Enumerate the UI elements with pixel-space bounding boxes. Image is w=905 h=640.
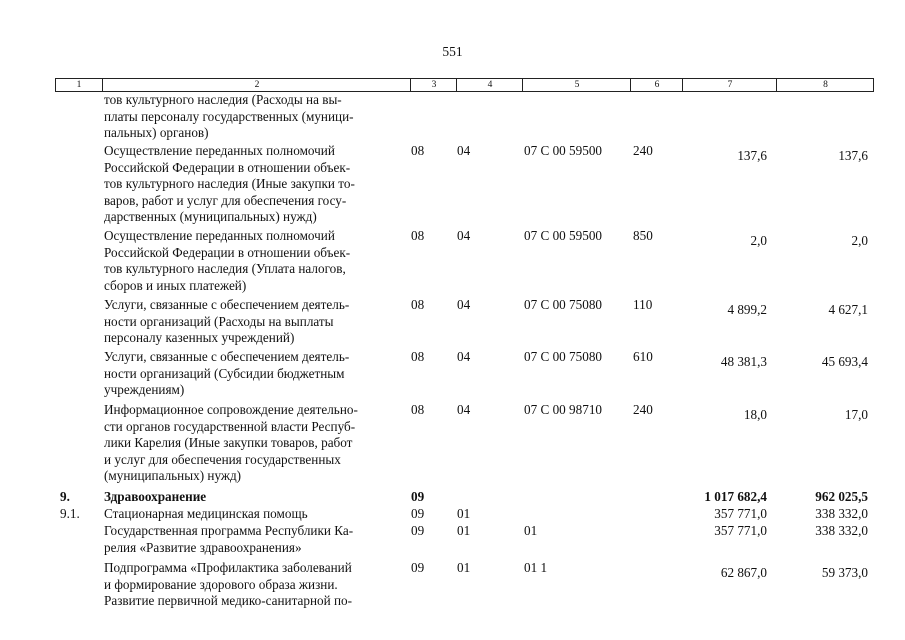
row-name: Подпрограмма «Профилактика заболеваний и формирование здорового образа жизни. Развитие первичной медико-санитарной по-	[104, 560, 352, 608]
row-section: 09	[411, 489, 425, 504]
row-target-article: 07 С 00 75080	[524, 297, 603, 312]
header-col-2: 2	[102, 79, 411, 91]
header-col-8: 8	[776, 79, 874, 91]
row-expense-type: 240	[633, 402, 653, 417]
row-subsection: 04	[457, 143, 471, 158]
header-col-5: 5	[522, 79, 631, 91]
header-col-6: 6	[630, 79, 683, 91]
header-col-3: 3	[410, 79, 457, 91]
row-amount-2: 59 373,0	[821, 565, 868, 580]
row-section: 09	[411, 523, 425, 538]
row-target-article: 01	[524, 523, 538, 538]
row-number: 9.1.	[60, 506, 80, 521]
row-expense-type: 110	[633, 297, 653, 312]
row-amount-1: 357 771,0	[714, 506, 767, 521]
header-col-7: 7	[682, 79, 777, 91]
row-amount-2: 2,0	[851, 233, 868, 248]
row-amount-1: 18,0	[743, 407, 767, 422]
row-name: Государственная программа Республики Ка- релия «Развитие здравоохранения»	[104, 523, 354, 555]
row-expense-type: 850	[633, 228, 653, 243]
row-section: 09	[411, 560, 425, 575]
row-amount-2: 962 025,5	[815, 489, 868, 504]
row-section: 08	[411, 402, 425, 417]
row-amount-1: 62 867,0	[720, 565, 767, 580]
row-amount-1: 2,0	[750, 233, 767, 248]
row-amount-2: 17,0	[844, 407, 868, 422]
row-name: Информационное сопровождение деятельно- сти органов государственной власти Респуб- лики Карелия (Иные закупки товаров, работ и услуг для обеспечения государственных (муниципальных) нужд)	[104, 402, 358, 483]
row-amount-1: 137,6	[737, 148, 767, 163]
row-name: Стационарная медицинская помощь	[104, 506, 308, 521]
row-target-article: 07 С 00 75080	[524, 349, 603, 364]
row-subsection: 04	[457, 228, 471, 243]
row-section: 08	[411, 143, 425, 158]
row-name: Осуществление переданных полномочий Российской Федерации в отношении объек- тов культурного наследия (Иные закупки то- варов, работ и услуг для обеспечения госу- дарственных (муниципальных) нужд)	[104, 143, 355, 224]
row-target-article: 07 С 00 59500	[524, 143, 603, 158]
row-name: Здравоохранение	[104, 489, 207, 504]
row-expense-type: 240	[633, 143, 653, 158]
row-amount-2: 338 332,0	[815, 523, 868, 538]
row-subsection: 04	[457, 349, 471, 364]
row-name: Услуги, связанные с обеспечением деятель- ности организаций (Субсидии бюджетным учреждениям)	[104, 349, 350, 397]
table-header	[55, 78, 874, 92]
row-subsection: 01	[457, 523, 471, 538]
row-number: 9.	[60, 489, 70, 504]
row-name: Услуги, связанные с обеспечением деятель- ности организаций (Расходы на выплаты персоналу казенных учреждений)	[104, 297, 350, 345]
row-name: Осуществление переданных полномочий Российской Федерации в отношении объек- тов культурного наследия (Уплата налогов, сборов и иных платежей)	[104, 228, 351, 293]
row-amount-2: 45 693,4	[821, 354, 868, 369]
row-expense-type: 610	[633, 349, 653, 364]
row-section: 09	[411, 506, 425, 521]
row-section: 08	[411, 228, 425, 243]
row-target-article: 07 С 00 98710	[524, 402, 603, 417]
row-section: 08	[411, 297, 425, 312]
row-subsection: 01	[457, 506, 471, 521]
row-amount-2: 4 627,1	[828, 302, 868, 317]
row-target-article: 01 1	[524, 560, 548, 575]
page-number: 551	[442, 44, 463, 59]
row-section: 08	[411, 349, 425, 364]
header-col-1: 1	[76, 80, 82, 90]
row-amount-1: 48 381,3	[720, 354, 767, 369]
row-amount-1: 1 017 682,4	[704, 489, 767, 504]
row-subsection: 04	[457, 402, 471, 417]
row-name: тов культурного наследия (Расходы на вы- платы персоналу государственных (муници- пальных) органов)	[104, 92, 354, 140]
row-subsection: 04	[457, 297, 471, 312]
row-amount-2: 137,6	[838, 148, 868, 163]
row-amount-2: 338 332,0	[815, 506, 868, 521]
row-amount-1: 357 771,0	[714, 523, 767, 538]
header-col-4: 4	[456, 79, 523, 91]
row-target-article: 07 С 00 59500	[524, 228, 603, 243]
row-amount-1: 4 899,2	[727, 302, 767, 317]
row-subsection: 01	[457, 560, 471, 575]
